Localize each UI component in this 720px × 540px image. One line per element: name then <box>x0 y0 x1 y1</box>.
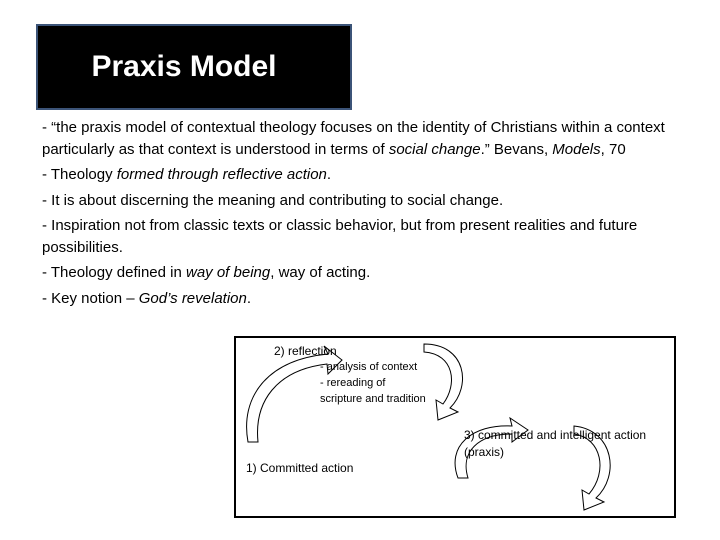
bullet-5-prefix: - Key notion – <box>42 289 139 307</box>
bullet-4-italic: way of being <box>186 264 271 281</box>
title-box <box>36 24 352 110</box>
reflection-label: 2) reflection <box>274 344 337 358</box>
quote-paragraph <box>42 117 692 160</box>
bullet-2: - It is about discerning the meaning and contributing to social change. <box>42 191 504 209</box>
bullet-3: - Inspiration not from classic texts or classic behavior, but from present realities and future possibilities. <box>42 217 638 256</box>
bullet-5 <box>42 288 692 310</box>
reflection-item-2: - rereading of <box>320 377 386 389</box>
bullet-5-italic: God’s revelation <box>138 289 247 307</box>
bullet-1-prefix: - Theology <box>42 166 117 183</box>
body-text <box>42 117 692 313</box>
quote-italic: social change <box>388 140 481 158</box>
bullet-4-prefix: - Theology defined in <box>42 264 186 281</box>
bullet-4-suffix: , way of acting. <box>270 264 371 281</box>
curved-arrow-icon <box>424 344 463 420</box>
committed-action-label: 1) Committed action <box>246 461 354 475</box>
reflection-item-3: scripture and tradition <box>320 393 426 405</box>
quote-mid: .” Bevans, <box>480 140 553 158</box>
praxis-label: 3) committed and intelligent action <box>464 428 647 442</box>
reflection-item-1: - analysis of context <box>320 361 418 373</box>
bullet-1-italic: formed through reflective action <box>116 166 327 183</box>
bullet-5-suffix: . <box>246 289 252 307</box>
page-title: Praxis Model <box>91 50 277 83</box>
bullet-1 <box>42 164 692 186</box>
quote-prefix: - “the praxis model of contextual theology focuses on the identity of Christians within a context particularly as that context is understood in terms of <box>42 119 665 158</box>
praxis-cycle-diagram <box>234 336 676 518</box>
quote-suffix: , 70 <box>600 140 626 158</box>
quote-source: Models <box>552 140 601 158</box>
bullet-4 <box>42 262 692 284</box>
bullet-1-suffix: . <box>326 166 332 183</box>
praxis-sublabel: (praxis) <box>464 445 505 459</box>
